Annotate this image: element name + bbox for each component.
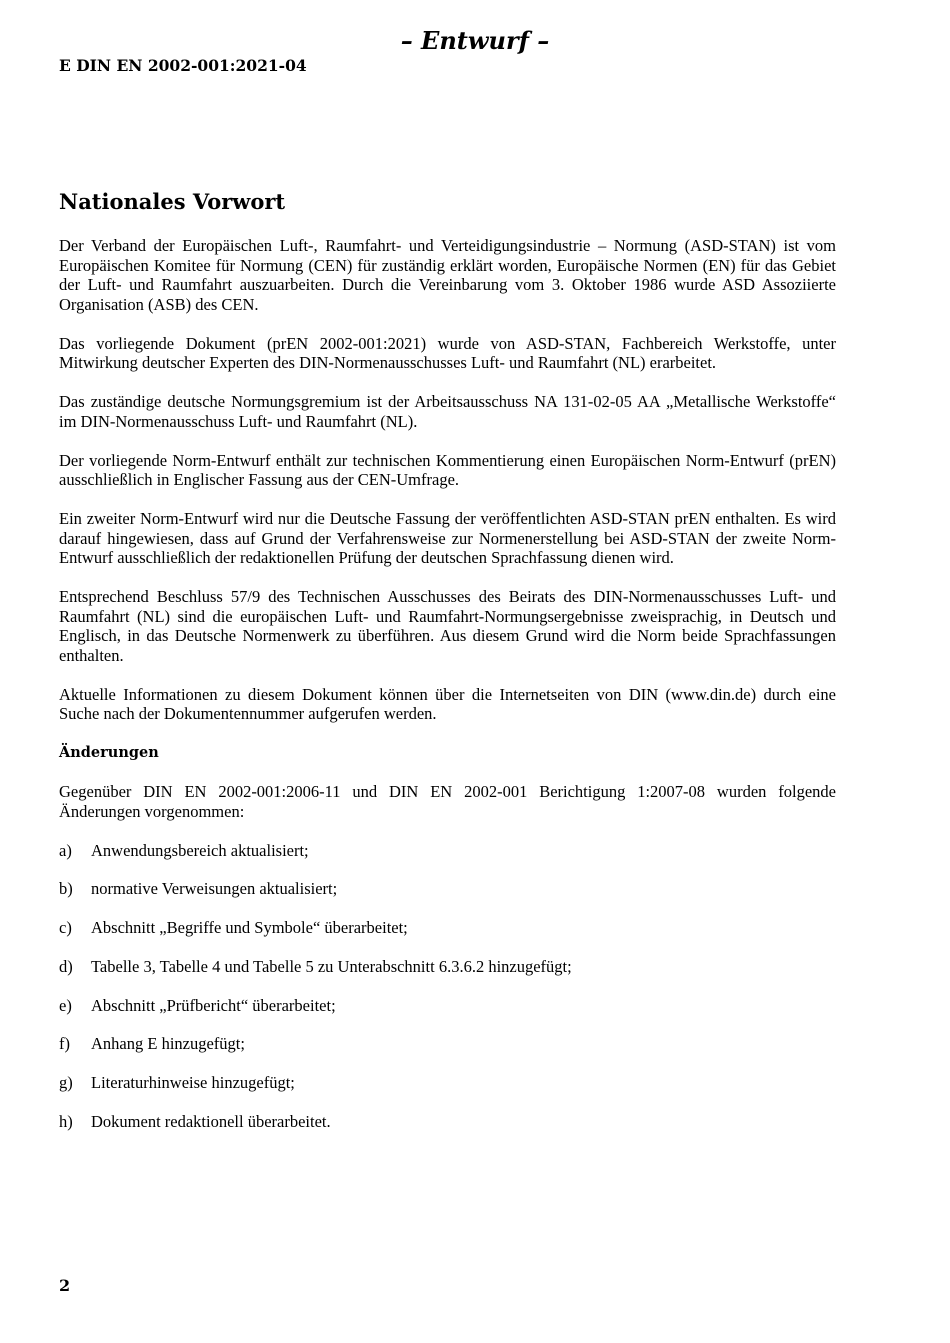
- list-marker: a): [59, 840, 72, 860]
- list-item: [59, 996, 836, 1016]
- list-item-text: Abschnitt „Prüfbericht“ überarbeitet;: [91, 995, 336, 1015]
- list-item: [59, 918, 836, 938]
- paragraph-prepared-by: Das vorliegende Dokument (prEN 2002-001:2021) wurde von ASD-STAN, Fachbereich Werkstoffe, unter Mitwirkung deutscher Experten des DIN-Normenausschusses Luft- und Raumfahrt (NL) erarbeitet.: [59, 333, 836, 372]
- list-marker: h): [59, 1112, 73, 1132]
- list-item-text: normative Verweisungen aktualisiert;: [91, 879, 338, 899]
- draft-mark: – Entwurf –: [400, 26, 550, 55]
- changes-intro: Gegenüber DIN EN 2002-001:2006-11 und DIN EN 2002-001 Berichtigung 1:2007-08 wurden folgende Änderungen vorgenommen:: [59, 782, 836, 821]
- list-item: [59, 1073, 836, 1093]
- list-item: [59, 879, 836, 899]
- list-marker: e): [59, 995, 72, 1015]
- paragraph-second-draft: Ein zweiter Norm-Entwurf wird nur die Deutsche Fassung der veröffentlichten ASD-STAN prEN enthalten. Es wird darauf hingewiesen, dass auf Grund der Verfahrensweise zur Normenerstellung bei ASD-STAN der zweite Norm-Entwurf ausschließlich der redaktionellen Prüfung der deutschen Sprachfassung dienen wird.: [59, 509, 836, 567]
- page-number: 2: [59, 1276, 71, 1295]
- list-item: [59, 1112, 836, 1132]
- paragraph-information: Aktuelle Informationen zu diesem Dokument können über die Internetseiten von DIN (www.din.de) durch eine Suche nach der Dokumentennummer aufgerufen werden.: [59, 684, 836, 723]
- paragraph-committee: Das zuständige deutsche Normungsgremium ist der Arbeitsausschuss NA 131-02-05 AA „Metallische Werkstoffe“ im DIN-Normenausschuss Luft- und Raumfahrt (NL).: [59, 392, 836, 431]
- changes-list: [59, 841, 836, 1132]
- section-title: Nationales Vorwort: [59, 189, 286, 214]
- list-item-text: Dokument redaktionell überarbeitet.: [91, 1112, 331, 1132]
- list-item-text: Anhang E hinzugefügt;: [91, 1034, 245, 1054]
- paragraph-draft-content: Der vorliegende Norm-Entwurf enthält zur technischen Kommentierung einen Europäischen Norm-Entwurf (prEN) ausschließlich in Englischer Fassung aus der CEN-Umfrage.: [59, 450, 836, 489]
- list-marker: f): [59, 1034, 70, 1054]
- paragraph-asd-stan: Der Verband der Europäischen Luft-, Raumfahrt- und Verteidigungsindustrie – Normung (ASD-STAN) ist vom Europäischen Komitee für Normung (CEN) für zuständig erklärt worden, Europäische Normen (EN) für das Gebiet der Luft- und Raumfahrt auszuarbeiten. Durch die Vereinbarung vom 3. Oktober 1986 wurde ASD Assoziierte Organisation (ASB) des CEN.: [59, 236, 836, 314]
- list-item: [59, 841, 836, 861]
- document-id: E DIN EN 2002-001:2021-04: [59, 56, 307, 75]
- list-marker: c): [59, 918, 72, 938]
- list-item-text: Anwendungsbereich aktualisiert;: [91, 840, 309, 860]
- list-item-text: Abschnitt „Begriffe und Symbole“ überarbeitet;: [91, 918, 408, 938]
- list-item-text: Tabelle 3, Tabelle 4 und Tabelle 5 zu Unterabschnitt 6.3.6.2 hinzugefügt;: [91, 956, 572, 976]
- list-marker: g): [59, 1073, 73, 1093]
- list-marker: b): [59, 879, 73, 899]
- list-item-text: Literaturhinweise hinzugefügt;: [91, 1073, 295, 1093]
- main-content: [59, 186, 836, 1151]
- paragraph-resolution: Entsprechend Beschluss 57/9 des Technischen Ausschusses des Beirats des DIN-Normenausschusses Luft- und Raumfahrt (NL) sind die europäischen Luft- und Raumfahrt-Normungsergebnisse zweisprachig, in Deutsch und Englisch, in das Deutsche Normenwerk zu überführen. Aus diesem Grund wird die Norm beide Sprachfassungen enthalten.: [59, 587, 836, 665]
- list-marker: d): [59, 956, 73, 976]
- changes-heading: Änderungen: [59, 744, 159, 761]
- list-item: [59, 957, 836, 977]
- list-item: [59, 1034, 836, 1054]
